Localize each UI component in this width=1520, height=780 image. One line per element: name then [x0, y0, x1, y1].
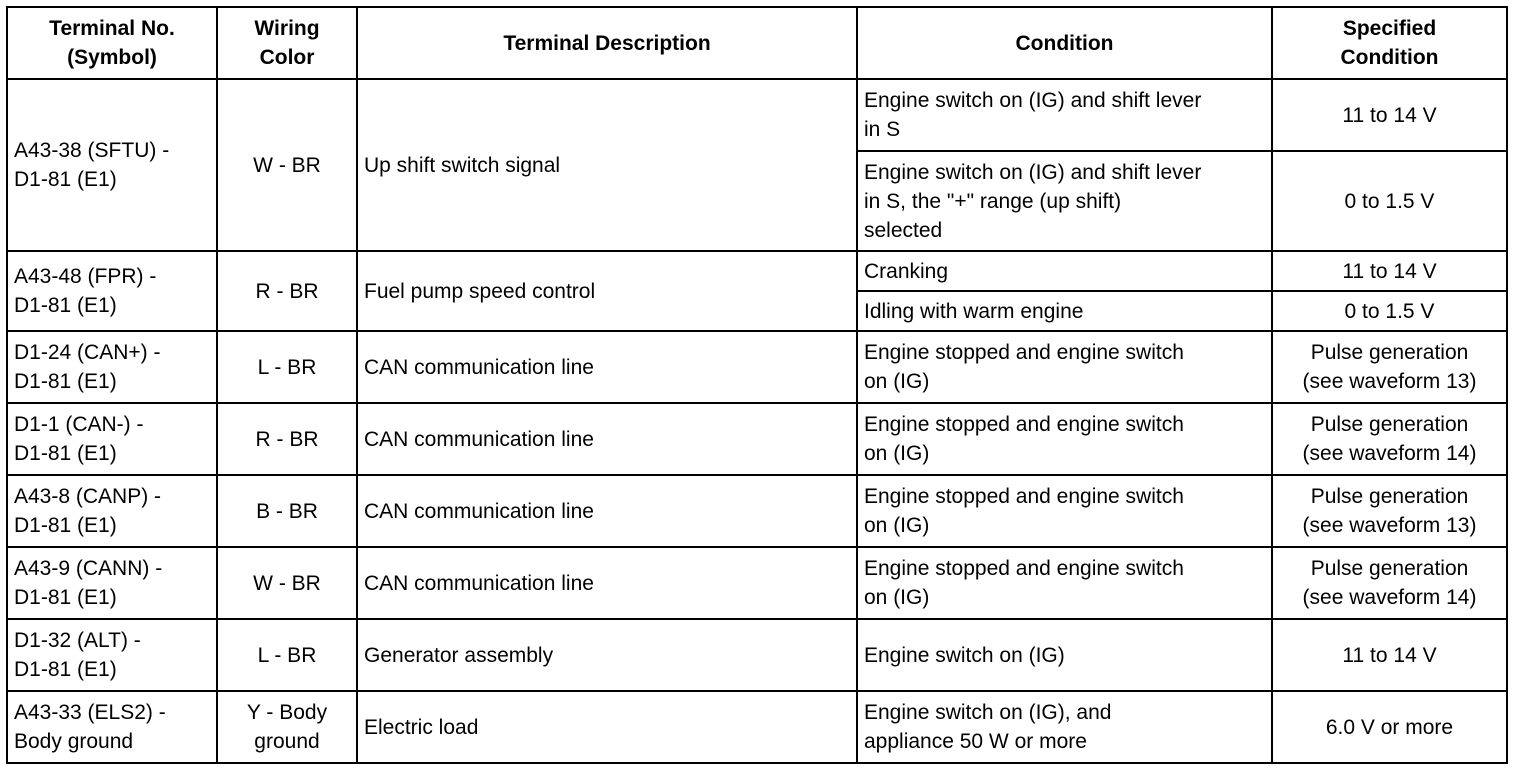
header-wiring [217, 7, 357, 79]
condition-line: on (IG) [864, 514, 930, 537]
wiring-cell: R - BR [217, 251, 357, 331]
terminal-cell [7, 79, 217, 251]
terminal-cell [7, 691, 217, 763]
specified-cell: 11 to 14 V [1272, 251, 1507, 291]
specified-line: (see waveform 13) [1302, 370, 1477, 393]
condition-line: Engine stopped and engine switch [864, 413, 1184, 436]
terminal-cell [7, 331, 217, 403]
terminal-line: D1-1 (CAN-) - [14, 413, 144, 436]
description-cell: Generator assembly [357, 619, 857, 691]
condition-cell [857, 475, 1272, 547]
header-terminal-line-1: Terminal No. [49, 17, 175, 40]
terminal-line: D1-81 (E1) [14, 370, 117, 393]
specified-line: (see waveform 14) [1302, 586, 1477, 609]
specified-line: (see waveform 14) [1302, 442, 1477, 465]
terminal-line: D1-24 (CAN+) - [14, 341, 161, 364]
specified-cell: 11 to 14 V [1272, 619, 1507, 691]
terminal-line: D1-81 (E1) [14, 442, 117, 465]
table-header [7, 7, 1507, 79]
terminal-cell [7, 251, 217, 331]
description-cell: Electric load [357, 691, 857, 763]
condition-line: in S, the "+" range (up shift) [864, 189, 1122, 213]
terminal-cell [7, 619, 217, 691]
specified-line: Pulse generation [1310, 413, 1469, 436]
table-row [7, 619, 1507, 691]
condition-line: on (IG) [864, 586, 930, 609]
terminal-line: D1-32 (ALT) - [14, 629, 141, 652]
specified-cell: 11 to 14 V [1272, 79, 1507, 151]
wiring-cell: W - BR [217, 79, 357, 251]
specified-line: Pulse generation [1310, 557, 1469, 580]
description-cell: Up shift switch signal [357, 79, 857, 251]
table-row [7, 547, 1507, 619]
terminal-line: A43-8 (CANP) - [14, 485, 162, 508]
description-cell: Fuel pump speed control [357, 251, 857, 331]
condition-line: Engine stopped and engine switch [864, 557, 1184, 580]
condition-line: appliance 50 W or more [864, 730, 1087, 753]
specified-cell: 6.0 V or more [1272, 691, 1507, 763]
header-condition: Condition [857, 7, 1272, 79]
terminal-line: D1-81 (E1) [14, 514, 117, 537]
condition-cell [857, 79, 1272, 151]
terminal-line: A43-48 (FPR) - [14, 265, 157, 288]
terminal-line: D1-81 (E1) [14, 586, 117, 609]
condition-cell [857, 331, 1272, 403]
terminal-cell [7, 475, 217, 547]
terminal-spec-table [6, 6, 1508, 764]
terminal-line: Body ground [14, 730, 134, 753]
specified-line: Pulse generation [1310, 485, 1469, 508]
terminal-line: D1-81 (E1) [14, 168, 117, 191]
table-row [7, 251, 1507, 291]
specified-cell [1272, 547, 1507, 619]
header-specified [1272, 7, 1507, 79]
condition-line: on (IG) [864, 370, 930, 393]
condition-cell [857, 151, 1272, 251]
wiring-line: Y - Body [246, 701, 328, 724]
condition-cell: Engine switch on (IG) [857, 619, 1272, 691]
specified-cell: 0 to 1.5 V [1272, 151, 1507, 251]
header-wiring-line-2: Color [259, 46, 315, 69]
description-cell: CAN communication line [357, 331, 857, 403]
condition-cell: Cranking [857, 251, 1272, 291]
header-terminal-line-2: (Symbol) [67, 46, 157, 69]
header-description: Terminal Description [357, 7, 857, 79]
condition-cell: Idling with warm engine [857, 291, 1272, 331]
header-wiring-line-1: Wiring [254, 17, 320, 40]
wiring-cell: B - BR [217, 475, 357, 547]
specified-cell [1272, 403, 1507, 475]
wiring-cell: L - BR [217, 619, 357, 691]
wiring-cell: L - BR [217, 331, 357, 403]
header-row [7, 7, 1507, 79]
table-body [7, 79, 1507, 763]
terminal-cell [7, 403, 217, 475]
terminal-line: A43-33 (ELS2) - [14, 701, 166, 724]
table-row [7, 403, 1507, 475]
terminal-line: D1-81 (E1) [14, 294, 117, 317]
condition-line: Engine switch on (IG) and shift lever [864, 89, 1202, 112]
condition-cell [857, 547, 1272, 619]
condition-line: Engine stopped and engine switch [864, 341, 1184, 364]
condition-cell [857, 403, 1272, 475]
description-cell: CAN communication line [357, 547, 857, 619]
condition-line: in S [864, 118, 901, 141]
condition-cell [857, 691, 1272, 763]
specified-cell: 0 to 1.5 V [1272, 291, 1507, 331]
description-cell: CAN communication line [357, 403, 857, 475]
wiring-cell [217, 691, 357, 763]
header-specified-line-1: Specified [1342, 17, 1437, 40]
condition-line: selected [864, 218, 943, 242]
description-cell: CAN communication line [357, 475, 857, 547]
specified-cell [1272, 475, 1507, 547]
condition-line: Engine switch on (IG) and shift lever [864, 160, 1202, 184]
wiring-cell: W - BR [217, 547, 357, 619]
table-row [7, 79, 1507, 151]
terminal-line: D1-81 (E1) [14, 658, 117, 681]
table-row [7, 331, 1507, 403]
table-row [7, 691, 1507, 763]
terminal-line: A43-9 (CANN) - [14, 557, 163, 580]
wiring-line: ground [254, 730, 320, 753]
condition-line: Engine switch on (IG), and [864, 701, 1112, 724]
header-terminal [7, 7, 217, 79]
specified-line: Pulse generation [1310, 341, 1469, 364]
wiring-cell: R - BR [217, 403, 357, 475]
terminal-cell [7, 547, 217, 619]
specified-line: (see waveform 13) [1302, 514, 1477, 537]
header-specified-line-2: Condition [1340, 46, 1439, 69]
condition-line: on (IG) [864, 442, 930, 465]
terminal-line: A43-38 (SFTU) - [14, 139, 170, 162]
condition-line: Engine stopped and engine switch [864, 485, 1184, 508]
table-row [7, 475, 1507, 547]
specified-cell [1272, 331, 1507, 403]
